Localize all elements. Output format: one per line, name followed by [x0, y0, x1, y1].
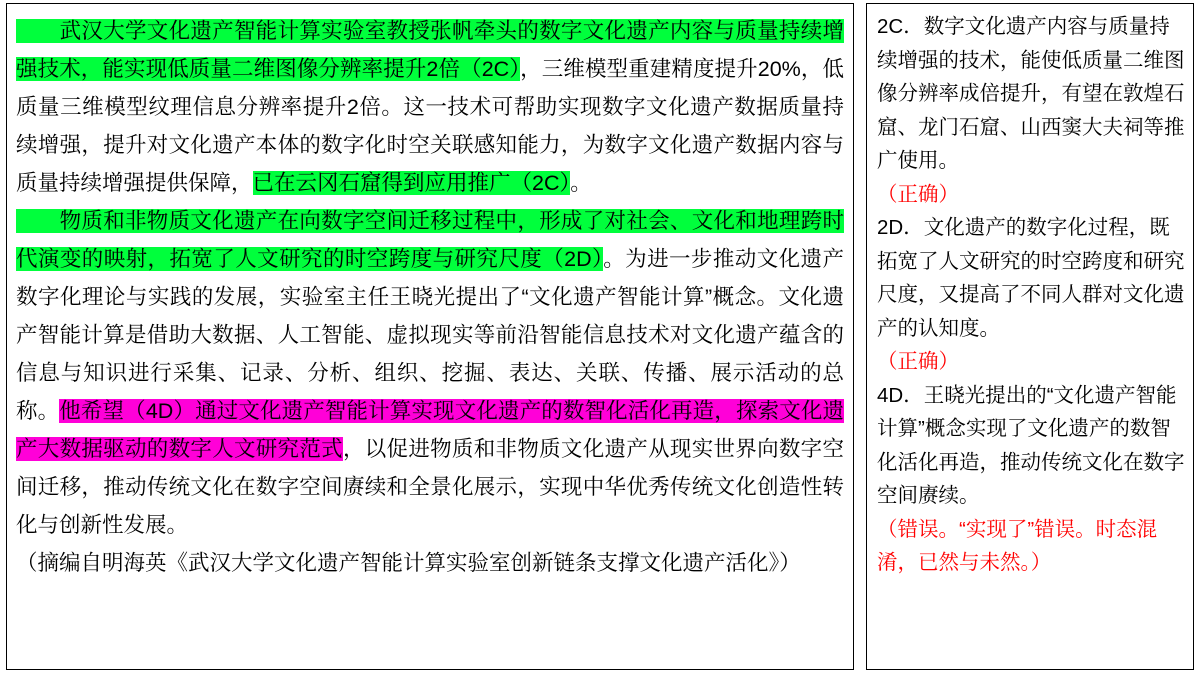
passage-text	[7, 4, 853, 582]
answer-panel	[866, 3, 1194, 670]
option-2c-text: 2C．数字文化遗产内容与质量持续增强的技术，能使低质量二维图像分辨率成倍提升，有望在敦煌石窟、龙门石窟、山西窦大夫祠等推广使用。	[877, 15, 1185, 172]
option-4d-text: 4D．王晓光提出的“文化遗产智能计算”概念实现了文化遗产的数智化活化再造，推动传统文化在数字空间赓续。	[877, 383, 1185, 507]
highlight-magenta-4d: 他希望（4D）通过文化遗产智能计算实现文化遗产的数智化活化再造，探索文化遗产大数据驱动的数字人文研究范式	[16, 399, 844, 461]
option-2d-text: 2D．文化遗产的数字化过程，既拓宽了人文研究的时空跨度和研究尺度，又提高了不同人群对文化遗产的认知度。	[877, 216, 1185, 340]
passage-plain-3: 。为进一步推动文化遗产数字化理论与实践的发展，实验室主任王晓光提出了“文化遗产智能计算”概念。文化遗产智能计算是借助大数据、人工智能、虚拟现实等前沿智能信息技术对文化遗产蕴含的信息与知识进行采集、记录、分析、组织、挖掘、表达、关联、传播、展示活动的总称。	[16, 247, 844, 423]
highlight-green-2c-2: 已在云冈石窟得到应用推广（2C）	[252, 171, 571, 195]
passage-panel	[6, 3, 854, 670]
passage-plain-2: 。	[570, 171, 592, 195]
highlight-green-2d: 物质和非物质文化遗产在向数字空间迁移过程中，形成了对社会、文化和地理跨时代演变的映射，拓宽了人文研究的时空跨度与研究尺度（2D）	[16, 209, 844, 271]
passage-paragraph-1	[16, 12, 844, 202]
option-2c-verdict: （正确）	[877, 182, 959, 206]
option-2d-verdict: （正确）	[877, 350, 959, 373]
passage-source-citation: （摘编自明海英《武汉大学文化遗产智能计算实验室创新链条支撑文化遗产活化》）	[16, 551, 801, 575]
passage-paragraph-2	[16, 202, 844, 544]
highlight-green-2c-1: 武汉大学文化遗产智能计算实验室教授张帆牵头的数字文化遗产内容与质量持续增强技术，能实现低质量二维图像分辨率提升2倍（2C）	[16, 19, 844, 81]
answer-list	[867, 4, 1193, 580]
option-4d-verdict: （错误。“实现了”错误。时态混淆，已然与未然。）	[877, 517, 1158, 574]
passage-plain-4: ，以促进物质和非物质文化遗产从现实世界向数字空间迁移，推动传统文化在数字空间赓续和全景化展示，实现中华优秀传统文化创造性转化与创新性发展。	[16, 437, 844, 537]
passage-plain-1: ，三维模型重建精度提升20%，低质量三维模型纹理信息分辨率提升2倍。这一技术可帮助实现数字文化遗产数据质量持续增强，提升对文化遗产本体的数字化时空关联感知能力，为数字文化遗产数据内容与质量持续增强提供保障，	[16, 57, 844, 195]
